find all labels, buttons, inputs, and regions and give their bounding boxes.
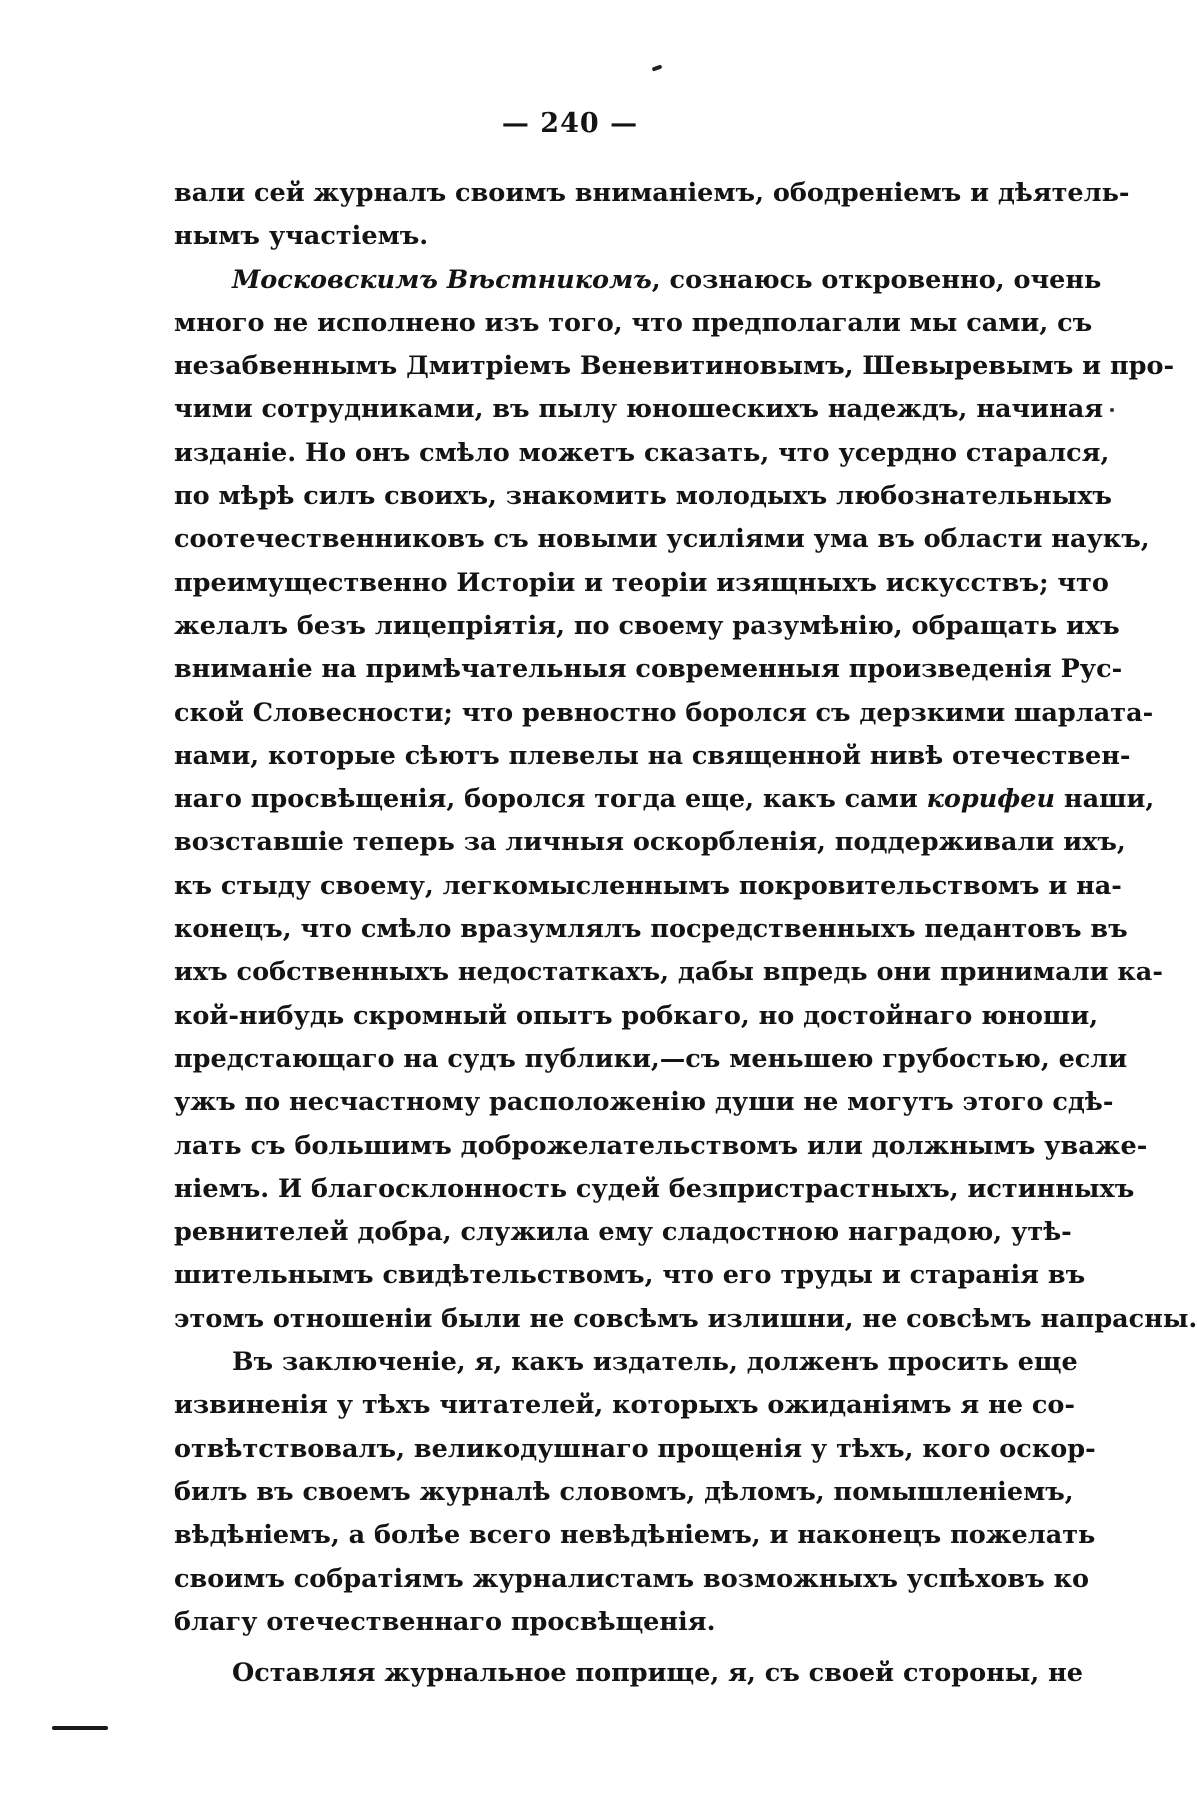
text-line: возставшіе теперь за личныя оскорбленія, поддерживали ихъ, <box>174 827 1126 858</box>
body-text <box>174 172 1197 1695</box>
text-line: вѣдѣніемъ, а болѣе всего невѣдѣніемъ, и наконецъ пожелать <box>174 1520 1096 1551</box>
text-line: изданіе. Но онъ смѣло можетъ сказать, что усердно старался, <box>174 437 1110 468</box>
text-line: нымъ участіемъ. <box>174 221 429 252</box>
ink-speck <box>652 64 663 71</box>
text-line: билъ въ своемъ журналѣ словомъ, дѣломъ, помышленіемъ, <box>174 1476 1074 1507</box>
text-line: благу отечественнаго просвѣщенія. <box>174 1606 716 1637</box>
text-line: нами, которые сѣютъ плевелы на священной нивѣ отечествен- <box>174 740 1131 771</box>
text-line: много не исполнено изъ того, что предполагали мы сами, съ <box>174 307 1093 338</box>
paragraph-gap <box>174 1644 1030 1652</box>
text-line: ужъ по несчастному расположенію души не могутъ этого сдѣ- <box>174 1087 1114 1118</box>
text-line: предстающаго на судъ публики,—съ меньшею грубостью, если <box>174 1043 1128 1074</box>
text-line: шительнымъ свидѣтельствомъ, что его труды и старанія въ <box>174 1260 1086 1291</box>
text-line: вниманіе на примѣчательныя современныя произведенія Рус- <box>174 654 1123 685</box>
margin-dot <box>1110 408 1114 412</box>
text-line: желалъ безъ лицепріятія, по своему разумѣнію, обращать ихъ <box>174 610 1120 641</box>
text-line: по мѣрѣ силъ своихъ, знакомить молодыхъ любознательныхъ <box>174 481 1112 512</box>
text-line: Оставляя журнальное поприще, я, съ своей стороны, не <box>232 1658 1083 1689</box>
text-line: вали сей журналъ своимъ вниманіемъ, ободреніемъ и дѣятель- <box>174 178 1130 208</box>
text-line: конецъ, что смѣло вразумлялъ посредственныхъ педантовъ въ <box>174 914 1128 945</box>
text-line: этомъ отношеніи были не совсѣмъ излишни, не совсѣмъ напрасны. <box>174 1303 1197 1334</box>
text-line: ревнителей добра, служила ему сладостною наградою, утѣ- <box>174 1217 1072 1248</box>
text-line: къ стыду своему, легкомысленнымъ покровительствомъ и на- <box>174 870 1122 901</box>
text-line: кой-нибудь скромный опытъ робкаго, но достойнаго юноши, <box>174 1000 1099 1031</box>
text-line: лать съ большимъ доброжелательствомъ или должнымъ уваже- <box>174 1130 1148 1161</box>
italic-word: корифеи <box>926 784 1056 815</box>
text-line: ніемъ. И благосклонность судей безпристрастныхъ, истинныхъ <box>174 1173 1135 1204</box>
text-line: отвѣтствовалъ, великодушнаго прощенія у тѣхъ, кого оскор- <box>174 1433 1096 1464</box>
text-line: чими сотрудниками, въ пылу юношескихъ надеждъ, начиная <box>174 394 1104 425</box>
text-line: извиненія у тѣхъ читателей, которыхъ ожиданіямъ я не со- <box>174 1390 1075 1421</box>
text-line: незабвеннымъ Дмитріемъ Веневитиновымъ, Шевыревымъ и про- <box>174 351 1175 382</box>
text-line: Въ заключеніе, я, какъ издатель, долженъ просить еще <box>232 1347 1078 1378</box>
italic-title: Московскимъ Вѣстникомъ <box>232 264 652 295</box>
text-line: ской Словесности; что ревностно боролся съ дерзкими шарлата- <box>174 697 1154 728</box>
text-line: соотечественниковъ съ новыми усиліями ума въ области наукъ, <box>174 524 1150 555</box>
text-line: ихъ собственныхъ недостаткахъ, дабы впредь они принимали ка- <box>174 957 1163 988</box>
margin-dash <box>52 1726 108 1730</box>
text-line: наго просвѣщенія, боролся тогда еще, какъ сами корифеи наши, <box>174 784 1155 815</box>
text-line: Московскимъ Вѣстникомъ, сознаюсь откровенно, очень <box>232 264 1102 295</box>
text-line: своимъ собратіямъ журналистамъ возможныхъ успѣховъ ко <box>174 1563 1089 1594</box>
text-line: преимущественно Исторіи и теоріи изящныхъ искусствъ; что <box>174 567 1109 598</box>
page-number: — 240 — <box>501 108 639 139</box>
